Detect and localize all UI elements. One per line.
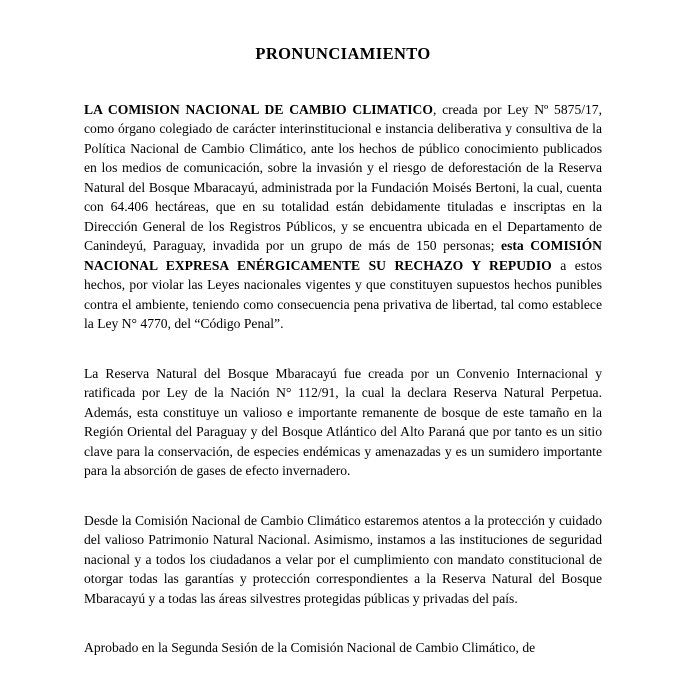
paragraph-3: Desde la Comisión Nacional de Cambio Climático estaremos atentos a la protección y cuidado del valioso Patrimonio Natural Nacional. Asimismo, instamos a las instituciones de seguridad nacional y a todos los ciudadanos a velar por el cumplimiento con mandato constitucional de otorgar todas las garantías y protección correspondientes a la Reserva Natural del Bosque Mbaracayú y a todas las áreas silvestres protegidas públicas y privadas del país. bbox=[84, 512, 602, 606]
paragraph-1-bold-lead: LA COMISION NACIONAL DE CAMBIO CLIMATICO bbox=[84, 101, 433, 117]
paragraph-4-clipped: Aprobado en la Segunda Sesión de la Comisión Nacional de Cambio Climático, de bbox=[84, 640, 536, 656]
document-text-column bbox=[84, 0, 602, 658]
page-title: PRONUNCIAMIENTO bbox=[255, 44, 431, 63]
paragraph-1-segment-1: , creada por Ley Nº 5875/17, como órgano colegiado de carácter interinstitucional e instancia deliberativa y consultiva de la Política Nacional de Cambio Climático, ante los hechos de público conocimiento publicados en los medios de comunicación, sobre la invasión y el riesgo de deforestación de la Reserva Natural del Bosque Mbaracayú, administrada por la Fundación Moisés Bertoni, la cual, cuenta con 64.406 hectáreas, que en su totalidad están debidamente tituladas e inscriptas en la Dirección General de los Registros Públicos, y se encuentra ubicada en el Departamento de Canindeyú, Paraguay, invadida por un grupo de más de 150 personas; bbox=[84, 101, 603, 254]
paragraph-1-segment-2: a estos hechos, por violar las Leyes nacionales vigentes y que constituyen supuestos hechos punibles contra el ambiente, teniendo como consecuencia pena privativa de libertad, tal como establece la Ley N° 4770, del “Código Penal”. bbox=[84, 257, 602, 332]
paragraph-1 bbox=[84, 100, 602, 334]
paragraph-1-bold-emphasis: esta COMISIÓN NACIONAL EXPRESA ENÉRGICAMENTE SU RECHAZO Y REPUDIO bbox=[84, 238, 602, 273]
paragraph-2: La Reserva Natural del Bosque Mbaracayú fue creada por un Convenio Internacional y ratificada por Ley de la Nación N° 112/91, la cual la declara Reserva Natural Perpetua. Además, esta constituye un valioso e importante remanente de bosque de este tamaño en la Región Oriental del Paraguay y del Bosque Atlántico del Alto Paraná que por tanto es un sitio clave para la conservación, de especies endémicas y amenazadas y es un sumidero importante para la absorción de gases de efecto invernadero. bbox=[84, 365, 602, 479]
